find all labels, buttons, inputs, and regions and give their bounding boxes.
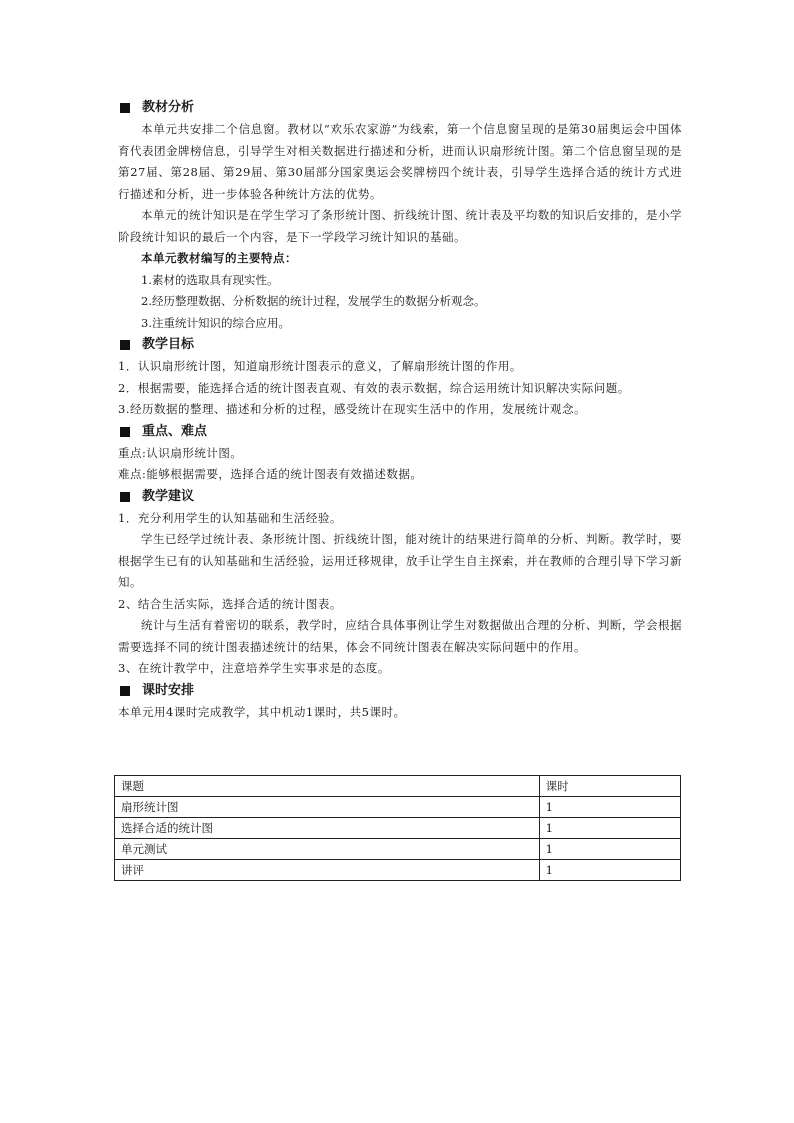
square-bullet-icon [120,492,130,502]
heading-text: 教学建议 [142,488,195,504]
goal-item: 1．认识扇形统计图，知道扇形统计图表示的意义，了解扇形统计图的作用。 [118,359,522,373]
cell-hours: 1 [539,860,680,881]
table-row [115,797,681,818]
heading-text: 教材分析 [142,100,195,115]
table-row [115,860,681,881]
advice-item-2: 2、结合生活实际，选择合适的统计图表。 [118,596,342,611]
table-row [115,818,681,839]
section-heading-analysis [118,97,682,119]
square-bullet-icon [120,686,130,696]
cell-hours: 1 [539,797,680,818]
schedule-table [114,775,681,881]
advice-item-3: 3、在统计教学中，注意培养学生实事求是的态度。 [118,661,390,675]
advice-item-1-text: 学生已经学过统计表、条形统计图、折线统计图，能对统计的结果进行简单的分析、判断。教学时，要根据学生已有的认知基础和生活经验，运用迁移规律，放手让学生自主探索，并在教师的合理引导下学习新知。 [118,532,682,589]
cell-topic: 讲评 [115,860,540,881]
section-heading-key [118,421,682,443]
cell-hours: 1 [539,839,680,860]
column-header-hours: 课时 [539,776,680,797]
cell-topic: 选择合适的统计图 [115,818,540,839]
feature-item: 1.素材的选取具有现实性。 [141,272,279,287]
feature-item: 2.经历整理数据、分析数据的统计过程，发展学生的数据分析观念。 [141,294,486,308]
section-heading-goals [118,334,682,356]
square-bullet-icon [120,103,130,113]
schedule-intro: 本单元用4课时完成教学，其中机动1课时，共5课时。 [118,704,406,719]
key-focus: 重点:认识扇形统计图。 [118,445,243,460]
square-bullet-icon [120,427,130,437]
advice-item-1: 1．充分利用学生的认知基础和生活经验。 [118,510,342,525]
section-heading-schedule [118,680,682,702]
column-header-topic: 课题 [115,776,540,797]
key-difficulty: 难点:能够根据需要，选择合适的统计图表有效描述数据。 [118,467,423,481]
document-content [118,97,682,723]
section-heading-advice [118,486,682,508]
cell-topic: 扇形统计图 [115,797,540,818]
heading-text: 教学目标 [142,337,195,352]
advice-item-2-text: 统计与生活有着密切的联系，教学时，应结合具体事例让学生对数据做出合理的分析、判断，学会根据需要选择不同的统计图表描述统计的结果，体会不同统计图表在解决实际问题中的作用。 [118,618,682,654]
heading-text: 重点、难点 [142,423,208,439]
analysis-paragraph-1: 本单元共安排二个信息窗。教材以“欢乐农家游”为线索，第一个信息窗呈现的是第30届奥运会中国体育代表团金牌榜信息，引导学生对相关数据进行描述和分析，进而认识扇形统计图。第二个信息窗呈现的是第27届、第28届、第29届、第30届部分国家奥运会奖牌榜四个统计表，引导学生选择合适的统计方式进行描述和分析，进一步体验各种统计方法的优势。 [118,122,682,201]
table-header-row [115,776,681,797]
cell-topic: 单元测试 [115,839,540,860]
goal-item: 2．根据需要，能选择合适的统计图表直观、有效的表示数据，综合运用统计知识解决实际问题。 [118,380,630,395]
table-row [115,839,681,860]
analysis-paragraph-2: 本单元的统计知识是在学生学习了条形统计图、折线统计图、统计表及平均数的知识后安排的，是小学阶段统计知识的最后一个内容，是下一学段学习统计知识的基础。 [118,208,682,244]
features-title: 本单元教材编写的主要特点： [141,251,297,265]
cell-hours: 1 [539,818,680,839]
heading-text: 课时安排 [142,682,195,698]
goal-item: 3.经历数据的整理、描述和分析的过程，感受统计在现实生活中的作用，发展统计观念。 [118,402,586,416]
square-bullet-icon [120,340,130,350]
feature-item: 3.注重统计知识的综合应用。 [141,315,290,330]
